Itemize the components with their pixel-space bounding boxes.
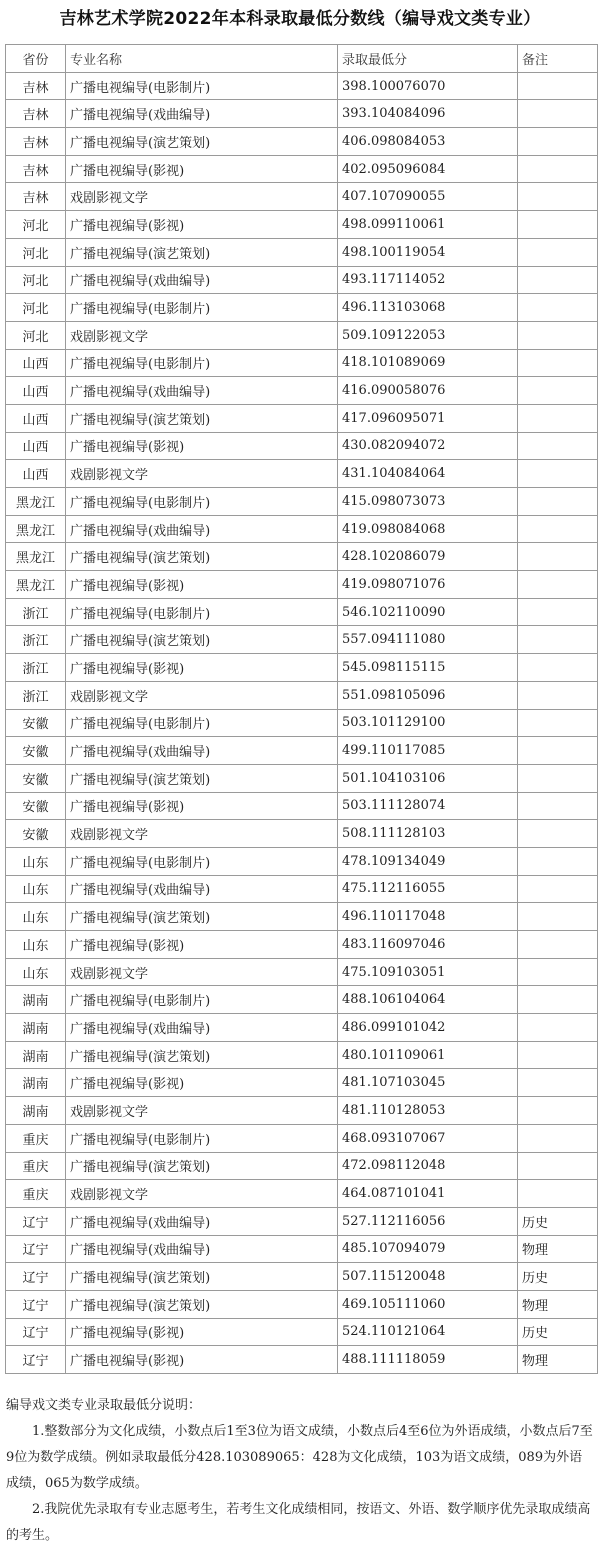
note-cell [518, 820, 598, 848]
min-score-cell: 398.100076070 [338, 72, 518, 100]
table-row [6, 1180, 598, 1208]
note-cell [518, 543, 598, 571]
table-row [6, 847, 598, 875]
note-cell [518, 1097, 598, 1125]
major-cell: 广播电视编导(影视) [66, 571, 338, 599]
table-header-row [6, 45, 598, 73]
province-cell: 重庆 [6, 1152, 66, 1180]
min-score-cell: 481.107103045 [338, 1069, 518, 1097]
table-row [6, 1069, 598, 1097]
province-cell: 河北 [6, 321, 66, 349]
major-cell: 广播电视编导(影视) [66, 1346, 338, 1374]
province-cell: 浙江 [6, 598, 66, 626]
table-row [6, 1318, 598, 1346]
table-row [6, 681, 598, 709]
note-cell [518, 1069, 598, 1097]
min-score-cell: 493.117114052 [338, 266, 518, 294]
major-cell: 广播电视编导(电影制片) [66, 986, 338, 1014]
table-row [6, 488, 598, 516]
min-score-cell: 416.090058076 [338, 377, 518, 405]
province-cell: 安徽 [6, 792, 66, 820]
note-item-1: 1.整数部分为文化成绩，小数点后1至3位为语文成绩，小数点后4至6位为外语成绩，小数点后7至9位为数学成绩。例如录取最低分428.103089065：428为文化成绩，103为语文成绩，089为外语成绩，065为数学成绩。 [6, 1424, 593, 1491]
min-score-cell: 498.099110061 [338, 211, 518, 239]
major-cell: 广播电视编导(电影制片) [66, 349, 338, 377]
note-cell: 历史 [518, 1263, 598, 1291]
table-row [6, 211, 598, 239]
min-score-cell: 407.107090055 [338, 183, 518, 211]
page-title: 吉林艺术学院2022年本科录取最低分数线（编导戏文类专业） [59, 9, 541, 29]
province-cell: 安徽 [6, 764, 66, 792]
province-cell: 辽宁 [6, 1235, 66, 1263]
major-cell: 广播电视编导(戏曲编导) [66, 1235, 338, 1263]
note-cell [518, 183, 598, 211]
note-cell [518, 931, 598, 959]
min-score-cell: 475.112116055 [338, 875, 518, 903]
major-cell: 戏剧影视文学 [66, 820, 338, 848]
min-score-cell: 503.111128074 [338, 792, 518, 820]
table-row [6, 321, 598, 349]
province-cell: 河北 [6, 294, 66, 322]
province-cell: 山西 [6, 404, 66, 432]
note-cell [518, 488, 598, 516]
note-cell [518, 266, 598, 294]
major-cell: 广播电视编导(演艺策划) [66, 238, 338, 266]
table-row [6, 1235, 598, 1263]
major-cell: 广播电视编导(演艺策划) [66, 543, 338, 571]
major-cell: 广播电视编导(演艺策划) [66, 128, 338, 156]
major-cell: 广播电视编导(影视) [66, 1318, 338, 1346]
province-cell: 山西 [6, 432, 66, 460]
note-cell [518, 1180, 598, 1208]
major-cell: 广播电视编导(影视) [66, 654, 338, 682]
admission-score-table [5, 44, 598, 1374]
major-cell: 广播电视编导(电影制片) [66, 294, 338, 322]
note-cell [518, 349, 598, 377]
province-cell: 黑龙江 [6, 571, 66, 599]
table-row [6, 432, 598, 460]
header-note: 备注 [518, 45, 598, 73]
min-score-cell: 469.105111060 [338, 1290, 518, 1318]
province-cell: 浙江 [6, 626, 66, 654]
note-cell [518, 903, 598, 931]
min-score-cell: 402.095096084 [338, 155, 518, 183]
major-cell: 广播电视编导(演艺策划) [66, 1152, 338, 1180]
province-cell: 湖南 [6, 1097, 66, 1125]
note-cell [518, 654, 598, 682]
note-cell [518, 709, 598, 737]
major-cell: 戏剧影视文学 [66, 958, 338, 986]
note-cell [518, 571, 598, 599]
note-cell: 物理 [518, 1235, 598, 1263]
province-cell: 安徽 [6, 820, 66, 848]
notes-section [6, 1393, 594, 1549]
min-score-cell: 488.111118059 [338, 1346, 518, 1374]
note-cell [518, 72, 598, 100]
province-cell: 湖南 [6, 1041, 66, 1069]
major-cell: 戏剧影视文学 [66, 1180, 338, 1208]
province-cell: 湖南 [6, 986, 66, 1014]
note-cell [518, 432, 598, 460]
table-body [6, 72, 598, 1373]
min-score-cell: 428.102086079 [338, 543, 518, 571]
table-row [6, 598, 598, 626]
province-cell: 辽宁 [6, 1318, 66, 1346]
table-row [6, 128, 598, 156]
province-cell: 山东 [6, 931, 66, 959]
table-row [6, 266, 598, 294]
min-score-cell: 415.098073073 [338, 488, 518, 516]
min-score-cell: 507.115120048 [338, 1263, 518, 1291]
major-cell: 广播电视编导(电影制片) [66, 847, 338, 875]
province-cell: 黑龙江 [6, 543, 66, 571]
header-major: 专业名称 [66, 45, 338, 73]
note-cell [518, 681, 598, 709]
major-cell: 广播电视编导(电影制片) [66, 598, 338, 626]
major-cell: 广播电视编导(戏曲编导) [66, 875, 338, 903]
province-cell: 湖南 [6, 1069, 66, 1097]
min-score-cell: 480.101109061 [338, 1041, 518, 1069]
min-score-cell: 431.104084064 [338, 460, 518, 488]
province-cell: 黑龙江 [6, 515, 66, 543]
min-score-cell: 508.111128103 [338, 820, 518, 848]
province-cell: 山东 [6, 847, 66, 875]
min-score-cell: 464.087101041 [338, 1180, 518, 1208]
note-cell [518, 847, 598, 875]
min-score-cell: 417.096095071 [338, 404, 518, 432]
min-score-cell: 545.098115115 [338, 654, 518, 682]
province-cell: 辽宁 [6, 1207, 66, 1235]
major-cell: 广播电视编导(戏曲编导) [66, 266, 338, 294]
note-cell: 物理 [518, 1290, 598, 1318]
table-row [6, 875, 598, 903]
min-score-cell: 481.110128053 [338, 1097, 518, 1125]
table-row [6, 931, 598, 959]
note-cell [518, 598, 598, 626]
province-cell: 重庆 [6, 1180, 66, 1208]
min-score-cell: 468.093107067 [338, 1124, 518, 1152]
note-cell [518, 958, 598, 986]
table-row [6, 737, 598, 765]
major-cell: 广播电视编导(演艺策划) [66, 1263, 338, 1291]
header-min-score: 录取最低分 [338, 45, 518, 73]
province-cell: 山西 [6, 349, 66, 377]
min-score-cell: 503.101129100 [338, 709, 518, 737]
min-score-cell: 478.109134049 [338, 847, 518, 875]
table-row [6, 654, 598, 682]
province-cell: 吉林 [6, 155, 66, 183]
major-cell: 广播电视编导(影视) [66, 1069, 338, 1097]
table-row [6, 1152, 598, 1180]
major-cell: 戏剧影视文学 [66, 183, 338, 211]
province-cell: 吉林 [6, 72, 66, 100]
note-cell [518, 792, 598, 820]
major-cell: 广播电视编导(戏曲编导) [66, 1014, 338, 1042]
major-cell: 广播电视编导(影视) [66, 155, 338, 183]
major-cell: 广播电视编导(电影制片) [66, 1124, 338, 1152]
major-cell: 广播电视编导(影视) [66, 931, 338, 959]
province-cell: 山东 [6, 903, 66, 931]
min-score-cell: 485.107094079 [338, 1235, 518, 1263]
min-score-cell: 551.098105096 [338, 681, 518, 709]
note-cell [518, 737, 598, 765]
major-cell: 戏剧影视文学 [66, 681, 338, 709]
table-row [6, 903, 598, 931]
min-score-cell: 406.098084053 [338, 128, 518, 156]
major-cell: 广播电视编导(电影制片) [66, 488, 338, 516]
note-cell [518, 1014, 598, 1042]
note-cell [518, 764, 598, 792]
major-cell: 广播电视编导(影视) [66, 432, 338, 460]
note-cell [518, 211, 598, 239]
table-row [6, 72, 598, 100]
major-cell: 广播电视编导(电影制片) [66, 709, 338, 737]
note-cell [518, 1041, 598, 1069]
table-row [6, 1207, 598, 1235]
min-score-cell: 486.099101042 [338, 1014, 518, 1042]
province-cell: 河北 [6, 211, 66, 239]
province-cell: 黑龙江 [6, 488, 66, 516]
major-cell: 戏剧影视文学 [66, 321, 338, 349]
major-cell: 广播电视编导(戏曲编导) [66, 515, 338, 543]
table-row [6, 1014, 598, 1042]
province-cell: 辽宁 [6, 1346, 66, 1374]
note-cell [518, 238, 598, 266]
table-row [6, 764, 598, 792]
min-score-cell: 498.100119054 [338, 238, 518, 266]
province-cell: 山西 [6, 377, 66, 405]
note-cell [518, 128, 598, 156]
table-row [6, 377, 598, 405]
province-cell: 湖南 [6, 1014, 66, 1042]
min-score-cell: 496.110117048 [338, 903, 518, 931]
min-score-cell: 499.110117085 [338, 737, 518, 765]
min-score-cell: 501.104103106 [338, 764, 518, 792]
note-item-2: 2.我院优先录取有专业志愿考生，若考生文化成绩相同，按语文、外语、数学顺序优先录取成绩高的考生。 [6, 1502, 591, 1543]
province-cell: 浙江 [6, 654, 66, 682]
min-score-cell: 524.110121064 [338, 1318, 518, 1346]
table-row [6, 820, 598, 848]
header-province: 省份 [6, 45, 66, 73]
note-cell: 物理 [518, 1346, 598, 1374]
table-row [6, 792, 598, 820]
table-row [6, 1041, 598, 1069]
province-cell: 吉林 [6, 100, 66, 128]
table-row [6, 294, 598, 322]
major-cell: 广播电视编导(演艺策划) [66, 1041, 338, 1069]
note-cell [518, 875, 598, 903]
major-cell: 广播电视编导(戏曲编导) [66, 100, 338, 128]
min-score-cell: 475.109103051 [338, 958, 518, 986]
min-score-cell: 527.112116056 [338, 1207, 518, 1235]
min-score-cell: 557.094111080 [338, 626, 518, 654]
table-row [6, 349, 598, 377]
note-cell [518, 377, 598, 405]
table-row [6, 1290, 598, 1318]
note-cell [518, 460, 598, 488]
province-cell: 山西 [6, 460, 66, 488]
province-cell: 浙江 [6, 681, 66, 709]
province-cell: 辽宁 [6, 1290, 66, 1318]
note-cell: 历史 [518, 1207, 598, 1235]
table-row [6, 155, 598, 183]
major-cell: 广播电视编导(演艺策划) [66, 903, 338, 931]
min-score-cell: 419.098071076 [338, 571, 518, 599]
table-row [6, 460, 598, 488]
province-cell: 重庆 [6, 1124, 66, 1152]
major-cell: 广播电视编导(演艺策划) [66, 764, 338, 792]
major-cell: 广播电视编导(戏曲编导) [66, 377, 338, 405]
province-cell: 山东 [6, 875, 66, 903]
min-score-cell: 418.101089069 [338, 349, 518, 377]
note-cell [518, 1124, 598, 1152]
major-cell: 广播电视编导(戏曲编导) [66, 1207, 338, 1235]
table-row [6, 958, 598, 986]
major-cell: 广播电视编导(演艺策划) [66, 626, 338, 654]
major-cell: 戏剧影视文学 [66, 460, 338, 488]
major-cell: 广播电视编导(演艺策划) [66, 404, 338, 432]
table-row [6, 100, 598, 128]
major-cell: 广播电视编导(演艺策划) [66, 1290, 338, 1318]
note-cell [518, 294, 598, 322]
province-cell: 辽宁 [6, 1263, 66, 1291]
notes-heading: 编导戏文类专业录取最低分说明： [6, 1398, 202, 1413]
min-score-cell: 483.116097046 [338, 931, 518, 959]
note-cell [518, 986, 598, 1014]
note-cell [518, 155, 598, 183]
major-cell: 广播电视编导(戏曲编导) [66, 737, 338, 765]
province-cell: 安徽 [6, 737, 66, 765]
note-cell [518, 515, 598, 543]
note-cell [518, 626, 598, 654]
note-cell [518, 1152, 598, 1180]
table-row [6, 515, 598, 543]
major-cell: 广播电视编导(影视) [66, 211, 338, 239]
province-cell: 山东 [6, 958, 66, 986]
note-cell [518, 321, 598, 349]
table-row [6, 1124, 598, 1152]
province-cell: 吉林 [6, 183, 66, 211]
table-row [6, 986, 598, 1014]
major-cell: 广播电视编导(电影制片) [66, 72, 338, 100]
min-score-cell: 509.109122053 [338, 321, 518, 349]
min-score-cell: 419.098084068 [338, 515, 518, 543]
major-cell: 戏剧影视文学 [66, 1097, 338, 1125]
table-row [6, 1346, 598, 1374]
min-score-cell: 488.106104064 [338, 986, 518, 1014]
min-score-cell: 393.104084096 [338, 100, 518, 128]
min-score-cell: 546.102110090 [338, 598, 518, 626]
table-row [6, 543, 598, 571]
major-cell: 广播电视编导(影视) [66, 792, 338, 820]
min-score-cell: 430.082094072 [338, 432, 518, 460]
min-score-cell: 496.113103068 [338, 294, 518, 322]
table-row [6, 238, 598, 266]
note-cell [518, 100, 598, 128]
table-row [6, 404, 598, 432]
note-cell: 历史 [518, 1318, 598, 1346]
table-row [6, 571, 598, 599]
province-cell: 河北 [6, 238, 66, 266]
table-row [6, 1263, 598, 1291]
province-cell: 吉林 [6, 128, 66, 156]
table-row [6, 626, 598, 654]
note-cell [518, 404, 598, 432]
table-row [6, 709, 598, 737]
min-score-cell: 472.098112048 [338, 1152, 518, 1180]
province-cell: 河北 [6, 266, 66, 294]
table-row [6, 1097, 598, 1125]
province-cell: 安徽 [6, 709, 66, 737]
table-row [6, 183, 598, 211]
